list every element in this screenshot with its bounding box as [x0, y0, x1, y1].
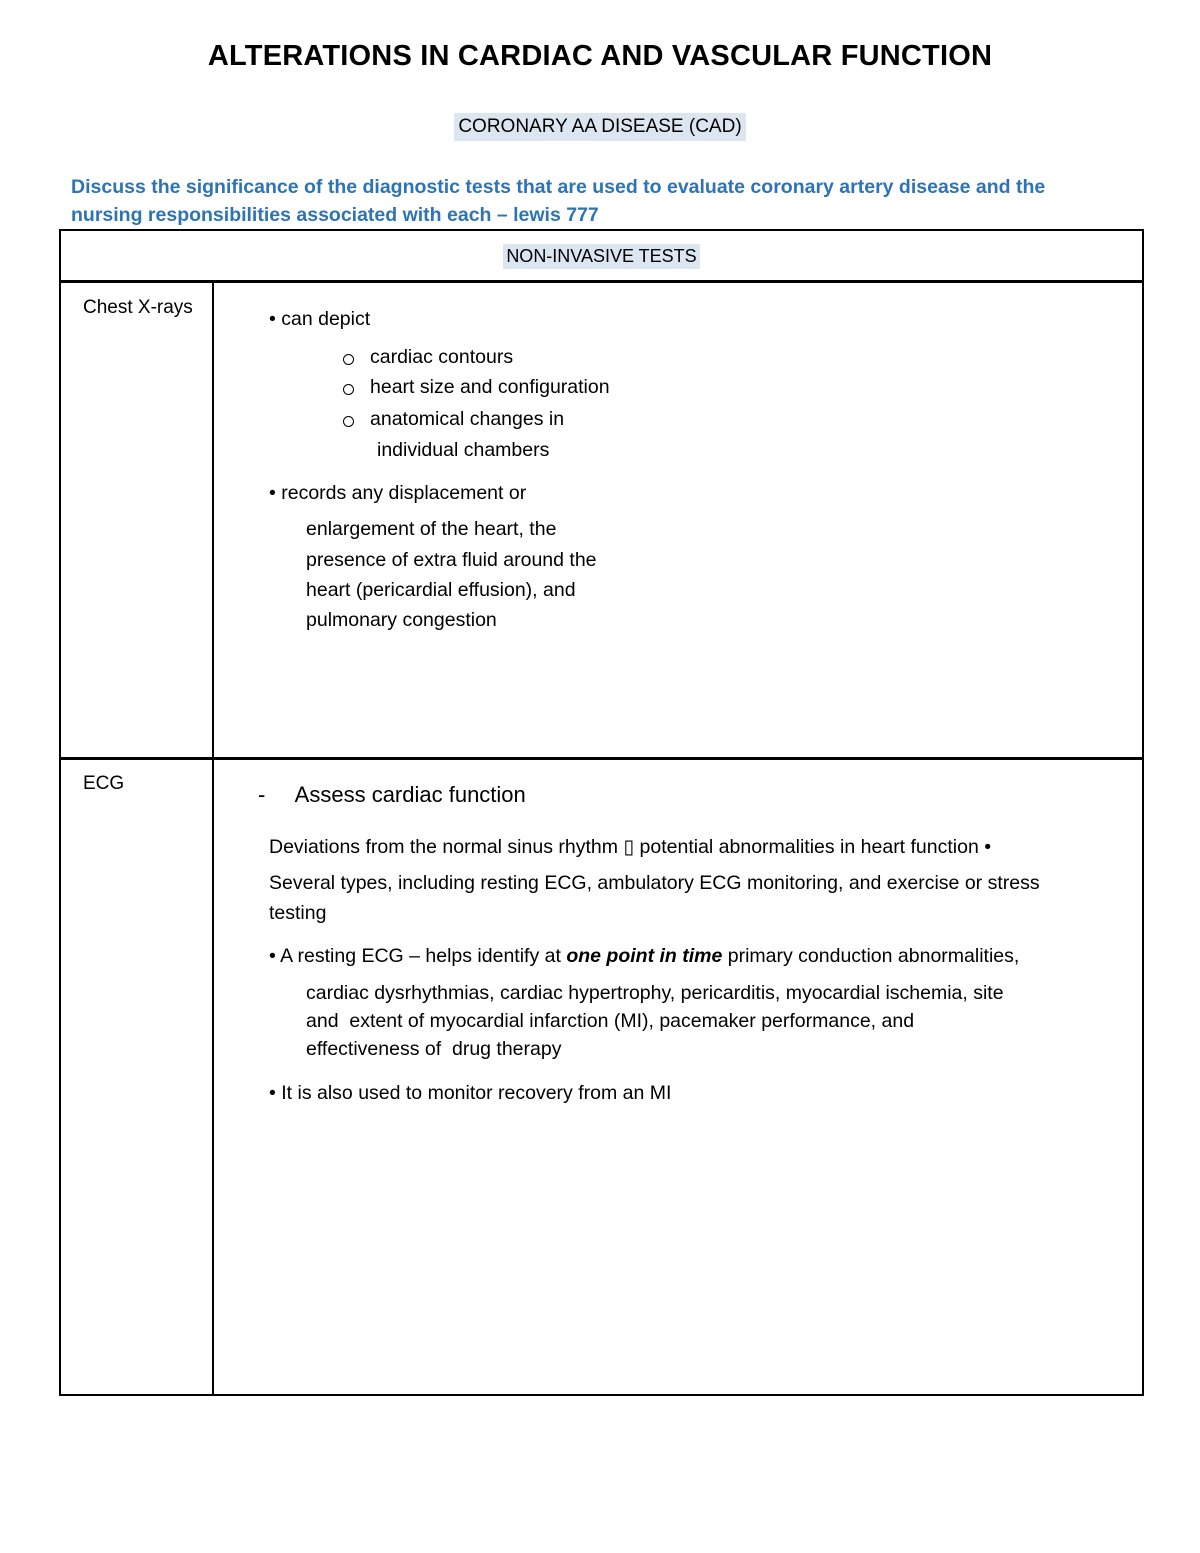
bullet-continuation: cardiac dysrhythmias, cardiac hypertrophy, pericarditis, myocardial ischemia, site [306, 982, 1004, 1004]
ecg-paragraph-1: Deviations from the normal sinus rhythm ▯ potential abnormalities in heart function • [269, 836, 992, 858]
bullet-continuation: heart (pericardial effusion), and [306, 579, 576, 601]
page-title: ALTERATIONS IN CARDIAC AND VASCULAR FUNCTION [207, 40, 993, 72]
bullet-continuation: enlargement of the heart, the [306, 518, 557, 540]
bullet-resting-ecg: • A resting ECG – helps identify at one point in time primary conduction abnormalities, [269, 945, 1020, 967]
bullet-can-depict: • can depict [269, 308, 371, 330]
bullet-records-displacement: • records any displacement or [269, 482, 527, 504]
dash-item-assess: - Assess cardiac function [258, 782, 526, 807]
bullet-continuation: and extent of myocardial infarction (MI), pacemaker performance, and [306, 1010, 915, 1032]
section-subtitle: CORONARY AA DISEASE (CAD) [454, 113, 745, 141]
emphasis-text: one point in time [566, 945, 723, 967]
sub-item-continuation: individual chambers [377, 439, 550, 461]
sub-item: anatomical changes in [370, 408, 565, 430]
assignment-prompt [71, 173, 1131, 229]
table-header: NON-INVASIVE TESTS [503, 244, 699, 269]
bullet-continuation: presence of extra fluid around the [306, 549, 597, 571]
bullet-continuation: pulmonary congestion [306, 609, 497, 631]
sub-item: heart size and configuration [370, 376, 610, 398]
circle-bullet-icon [343, 354, 354, 365]
sub-item: cardiac contours [370, 346, 514, 368]
prompt-line-2: nursing responsibilities associated with each – lewis 777 [71, 204, 599, 226]
diagnostic-tests-table: NON-INVASIVE TESTS Chest X-rays • can depict cardiac contours heart size and configuration anatomical changes in individual chambers • records any displacement or enlargement of the heart, the presence of extra fluid around the heart (pericardial effusion), and pulmonary congestion ECG - Assess cardiac function Deviations from the normal sinus rhythm ▯ potential abnormalities in heart function • Several types, including resting ECG, ambulatory ECG monitoring, and exercise or stress testing • A resting ECG – helps identify at one point in time primary conduction abnormalities, cardiac dysrhythmias, cardiac hypertrophy, pericarditis, myocardial ischemia, site and extent of myocardial infarction (MI), pacemaker performance, and effectiveness of drug therapy • It is also used to monitor recovery from an MI [59, 229, 1144, 1396]
row-divider [61, 757, 1142, 760]
ecg-paragraph-2: Several types, including resting ECG, ambulatory ECG monitoring, and exercise or stress [269, 872, 1040, 894]
ecg-paragraph-3: testing [269, 902, 327, 924]
bullet-continuation: effectiveness of drug therapy [306, 1038, 562, 1060]
circle-bullet-icon [343, 384, 354, 395]
column-divider [212, 281, 214, 1394]
header-divider [61, 280, 1142, 283]
table-header-cell [61, 231, 1142, 281]
circle-bullet-icon [343, 416, 354, 427]
prompt-line-1: Discuss the significance of the diagnostic tests that are used to evaluate coronary artery disease and the [71, 176, 1046, 198]
bullet-monitor-recovery: • It is also used to monitor recovery from an MI [269, 1082, 672, 1104]
